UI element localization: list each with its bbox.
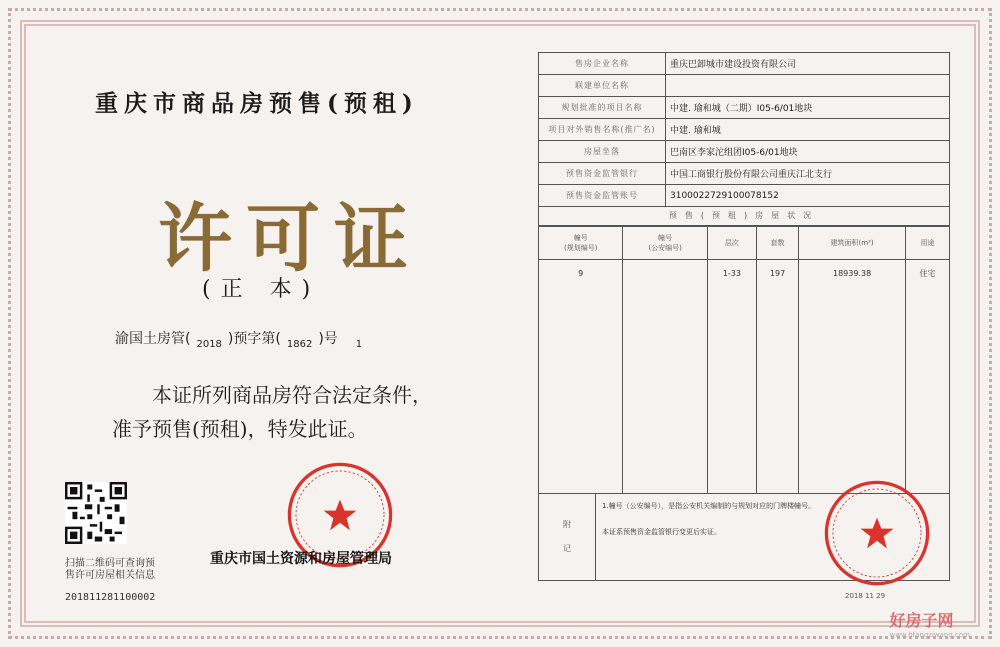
copy-type: (正 本) xyxy=(202,277,321,302)
info-value: 中建. 瑜和城（二期）I05-6/01地块 xyxy=(666,97,950,119)
grid-cell xyxy=(623,281,707,493)
info-label: 预售资金监管银行 xyxy=(539,163,666,185)
info-value: 中建. 瑜和城 xyxy=(666,119,950,141)
grid-cell xyxy=(905,281,949,493)
info-row xyxy=(539,53,950,75)
site-watermark[interactable] xyxy=(889,608,970,639)
serial-number: 201811281100002 xyxy=(65,592,156,603)
grid-header: 建筑面积(m²) xyxy=(799,227,906,260)
grid-cell: 197 xyxy=(756,260,798,282)
license-suffix: )号 xyxy=(318,331,338,347)
info-value xyxy=(666,75,950,97)
sales-status-header: 预售(预租)房屋状况 xyxy=(538,207,950,226)
remarks-line-1: 1.幢号（公安编号），是指公安机关编制的与规划对应的门牌楼幢号。 xyxy=(602,502,816,510)
info-value: 巴南区李家沱组团I05-6/01地块 xyxy=(666,141,950,163)
qr-code-icon xyxy=(65,482,127,544)
watermark-text: 好房子网 xyxy=(889,611,954,630)
info-value: 中国工商银行股份有限公司重庆江北支行 xyxy=(666,163,950,185)
info-label: 规划批准的项目名称 xyxy=(539,97,666,119)
info-label: 房屋坐落 xyxy=(539,141,666,163)
info-row xyxy=(539,97,950,119)
license-number-line xyxy=(115,328,362,350)
grid-cell xyxy=(756,281,798,493)
watermark-url: www.hfangziwang.com xyxy=(889,631,970,639)
building-grid xyxy=(538,226,950,493)
grid-cell xyxy=(539,281,623,493)
grid-header: 层次 xyxy=(707,227,756,260)
certificate-big-title: 许可证 xyxy=(158,196,422,282)
info-label: 预售资金监管账号 xyxy=(539,185,666,207)
grid-cell: 住宅 xyxy=(905,260,949,282)
remarks-line-2: 本证系预售资金监管银行变更后实证。 xyxy=(602,528,721,536)
qr-caption: 扫描二维码可查询预售许可房屋相关信息 xyxy=(65,558,155,581)
issue-date: 2018 11 29 xyxy=(845,592,886,600)
certificate-statement: 本证所列商品房符合法定条件，准予预售(预租)，特发此证。 xyxy=(112,383,432,441)
info-row xyxy=(539,163,950,185)
grid-cell xyxy=(623,260,707,282)
license-middle: )预字第( xyxy=(227,331,281,347)
info-label: 联建单位名称 xyxy=(539,75,666,97)
grid-cell xyxy=(799,281,906,493)
info-row xyxy=(539,141,950,163)
issuing-authority: 重庆市国土资源和房屋管理局 xyxy=(210,551,392,567)
grid-cell: 18939.38 xyxy=(799,260,906,282)
license-year: 2018 xyxy=(196,339,222,350)
grid-header: 用途 xyxy=(905,227,949,260)
grid-row xyxy=(539,260,950,282)
project-info-table xyxy=(538,52,950,207)
red-star-seal-icon xyxy=(822,478,932,588)
license-number: 1862 xyxy=(286,339,313,350)
info-value: 重庆巴卸城市建设投资有限公司 xyxy=(666,53,950,75)
grid-header: 套数 xyxy=(756,227,798,260)
info-label: 项目对外销售名称(推广名) xyxy=(539,119,666,141)
grid-cell xyxy=(707,281,756,493)
license-prefix: 渝国土房管( xyxy=(115,331,191,347)
remarks-label: 附 记 xyxy=(539,494,596,580)
left-panel xyxy=(40,40,490,620)
grid-cell: 9 xyxy=(539,260,623,282)
license-page: 1 xyxy=(355,339,363,350)
certificate-title: 重庆市商品房预售(预租) xyxy=(95,90,419,117)
grid-header: 幢号 (规划编号) xyxy=(539,227,623,260)
grid-cell: 1-33 xyxy=(707,260,756,282)
info-value: 3100022729100078152 xyxy=(666,185,950,207)
info-row xyxy=(539,119,950,141)
info-row xyxy=(539,75,950,97)
info-label: 售房企业名称 xyxy=(539,53,666,75)
grid-header: 幢号 (公安编号) xyxy=(623,227,707,260)
grid-blank-row xyxy=(539,281,950,493)
info-row xyxy=(539,185,950,207)
